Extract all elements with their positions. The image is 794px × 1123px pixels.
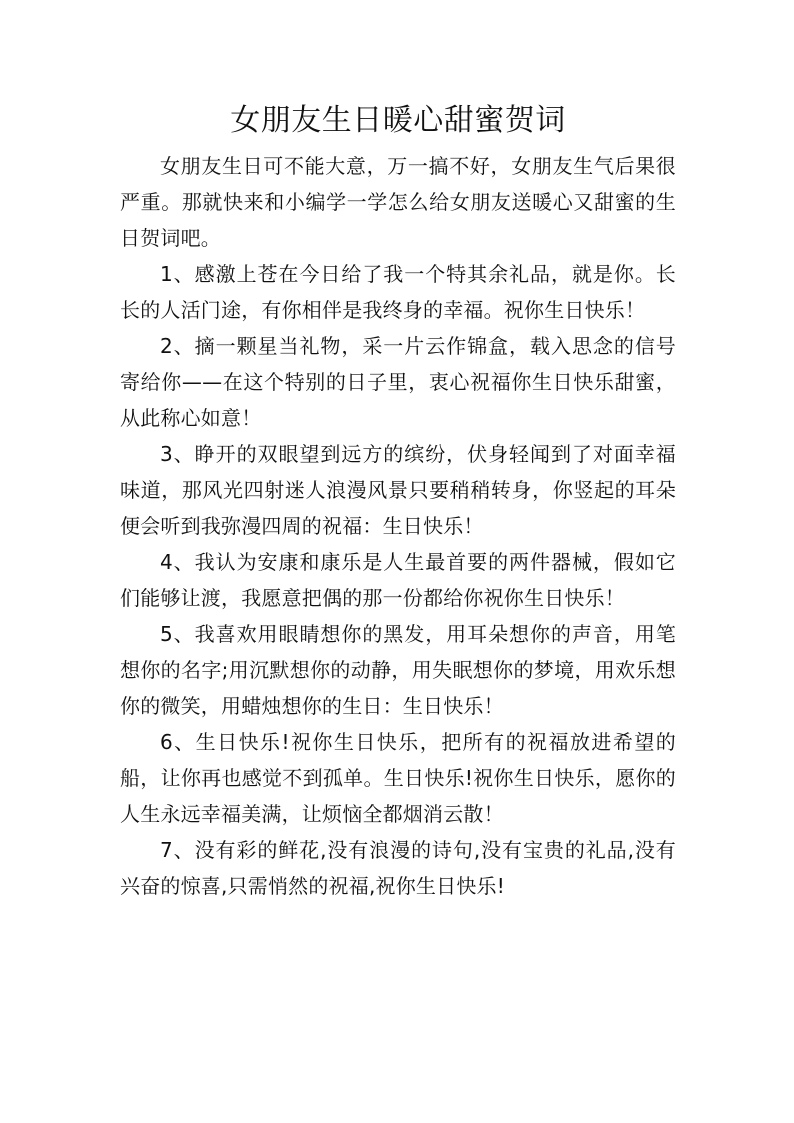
wish-paragraph-7: 7、没有彩的鲜花,没有浪漫的诗句,没有宝贵的礼品,没有兴奋的惊喜,只需悄然的祝福,祝你生日快乐! [120, 838, 676, 898]
wish-paragraph-6: 6、生日快乐!祝你生日快乐，把所有的祝福放进希望的船，让你再也感觉不到孤单。生日快乐!祝你生日快乐，愿你的人生永远幸福美满，让烦恼全都烟消云散！ [120, 730, 676, 826]
wish-paragraph-5: 5、我喜欢用眼睛想你的黑发，用耳朵想你的声音，用笔想你的名字;用沉默想你的动静，用失眠想你的梦境，用欢乐想你的微笑，用蜡烛想你的生日：生日快乐！ [120, 622, 676, 718]
wish-paragraph-3: 3、睁开的双眼望到远方的缤纷，伏身轻闻到了对面幸福味道，那风光四射迷人浪漫风景只要稍稍转身，你竖起的耳朵便会听到我弥漫四周的祝福：生日快乐！ [120, 442, 676, 538]
wish-paragraph-2: 2、摘一颗星当礼物，采一片云作锦盒，载入思念的信号寄给你——在这个特别的日子里，衷心祝福你生日快乐甜蜜，从此称心如意！ [120, 334, 676, 430]
wish-paragraph-4: 4、我认为安康和康乐是人生最首要的两件器械，假如它们能够让渡，我愿意把偶的那一份都给你祝你生日快乐！ [120, 550, 676, 610]
document-title: 女朋友生日暖心甜蜜贺词 [230, 103, 566, 138]
wish-paragraph-1: 1、感激上苍在今日给了我一个特其余礼品，就是你。长长的人活门途，有你相伴是我终身的幸福。祝你生日快乐！ [120, 262, 676, 322]
intro-paragraph: 女朋友生日可不能大意，万一搞不好，女朋友生气后果很严重。那就快来和小编学一学怎么给女朋友送暖心又甜蜜的生日贺词吧。 [120, 154, 676, 250]
document-body [120, 148, 676, 904]
